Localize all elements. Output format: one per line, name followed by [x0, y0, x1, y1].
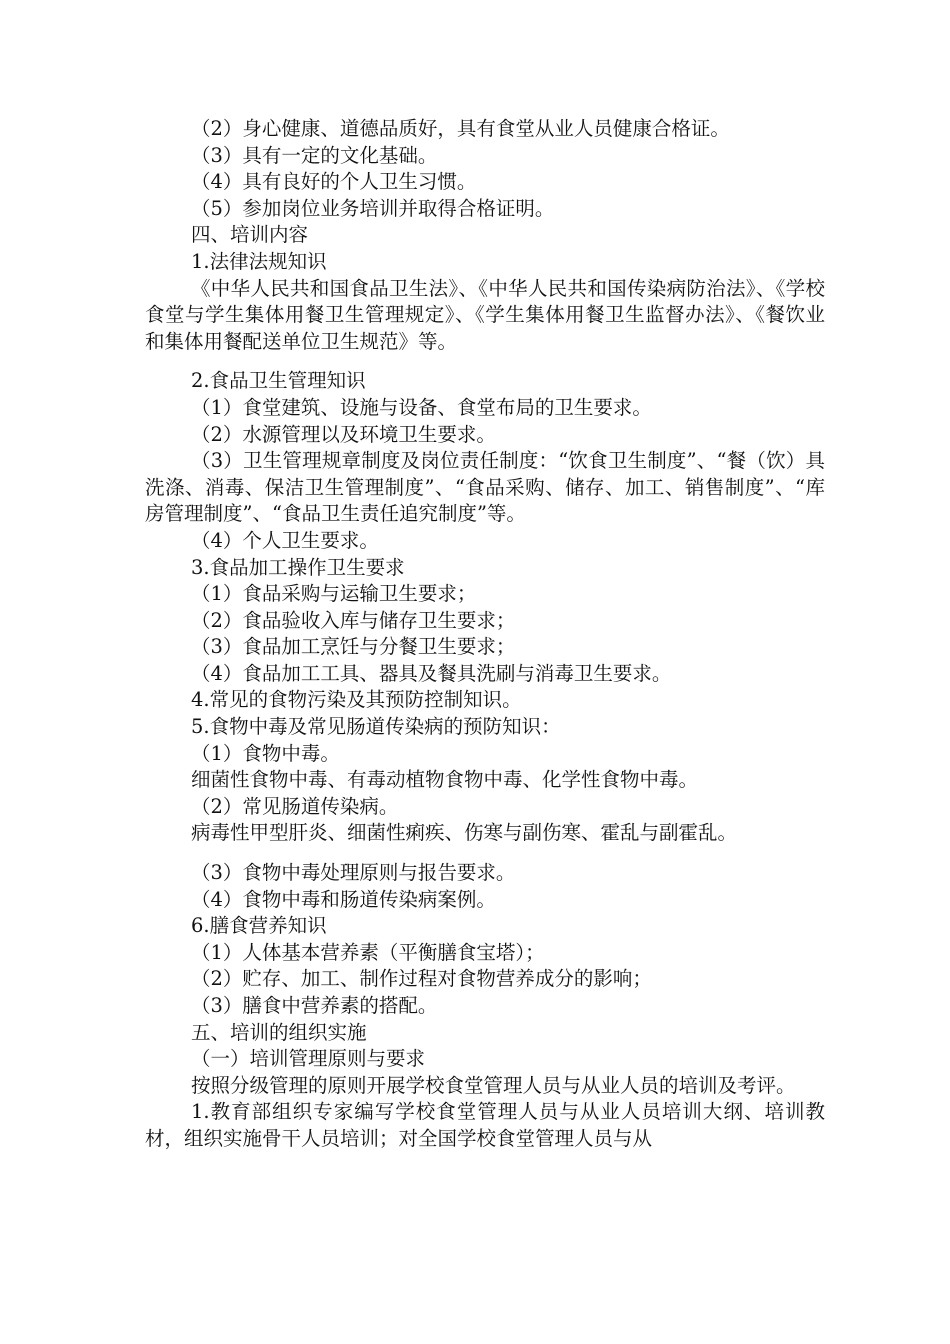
text-line: （3）膳食中营养素的搭配。 [191, 994, 438, 1017]
text-line: （1）人体基本营养素（平衡膳食宝塔）； [191, 940, 545, 964]
paragraph: 按照分级管理的原则开展学校食堂管理人员与从业人员的培训及考评。 [191, 1073, 796, 1097]
paragraph: （3）卫生管理规章制度及岗位责任制度：“饮食卫生制度”、“餐（饮）具洗涤、消毒、保洁卫生管理制度”、“食品采购、储存、加工、销售制度”、“库房管理制度”、“食品卫生责任追究制度”等。 [145, 449, 825, 526]
text-line: （4）具有良好的个人卫生习惯。 [191, 170, 477, 194]
text-line: 病毒性甲型肝炎、细菌性痢疾、伤寒与副伤寒、霍乱与副霍乱。 [191, 821, 738, 845]
subsection-heading: 6.膳食营养知识 [191, 914, 327, 938]
text-line: （2）贮存、加工、制作过程对食物营养成分的影响； [191, 967, 652, 991]
subsection-heading: 3.食品加工操作卫生要求 [191, 555, 405, 579]
subsection-heading: （一）培训管理原则与要求 [191, 1047, 426, 1071]
text-line: （2）水源管理以及环境卫生要求。 [191, 422, 496, 446]
text-line: （2）常见肠道传染病。 [191, 794, 399, 818]
paragraph: 1.教育部组织专家编写学校食堂管理人员与从业人员培训大纲、培训教材，组织实施骨干人员培训；对全国学校食堂管理人员与从 [145, 1100, 825, 1150]
document-body [145, 116, 825, 1153]
text-line: 细菌性食物中毒、有毒动植物食物中毒、化学性食物中毒。 [191, 768, 699, 792]
text-line: （5）参加岗位业务培训并取得合格证明。 [191, 196, 555, 220]
text-line: （2）身心健康、道德品质好，具有食堂从业人员健康合格证。 [191, 117, 730, 140]
subsection-heading: 5.食物中毒及常见肠道传染病的预防知识： [191, 715, 561, 739]
text-line: （3）食物中毒处理原则与报告要求。 [191, 861, 516, 885]
text-line: （1）食物中毒。 [191, 741, 340, 765]
text-line: （4）食品加工工具、器具及餐具洗刷与消毒卫生要求。 [191, 661, 672, 685]
text-line: （3）具有一定的文化基础。 [191, 143, 438, 167]
subsection-heading: 1.法律法规知识 [191, 249, 327, 273]
paragraph: 《中华人民共和国食品卫生法》、《中华人民共和国传染病防治法》、《学校食堂与学生集体用餐卫生管理规定》、《学生集体用餐卫生监督办法》、《餐饮业和集体用餐配送单位卫生规范》等。 [145, 276, 825, 353]
text-line: （2）食品验收入库与储存卫生要求； [191, 608, 516, 632]
section-heading: 四、培训内容 [191, 223, 309, 247]
text-line: （4）食物中毒和肠道传染病案例。 [191, 887, 496, 911]
text-line: （1）食堂建筑、设施与设备、食堂布局的卫生要求。 [191, 395, 652, 419]
section-heading: 五、培训的组织实施 [191, 1020, 367, 1044]
text-line: （4）个人卫生要求。 [191, 528, 379, 552]
text-line: （3）食品加工烹饪与分餐卫生要求； [191, 635, 516, 659]
subsection-heading: 4.常见的食物污染及其预防控制知识。 [191, 688, 522, 712]
subsection-heading: 2.食品卫生管理知识 [191, 369, 366, 393]
text-line: （1）食品采购与运输卫生要求； [191, 582, 477, 606]
